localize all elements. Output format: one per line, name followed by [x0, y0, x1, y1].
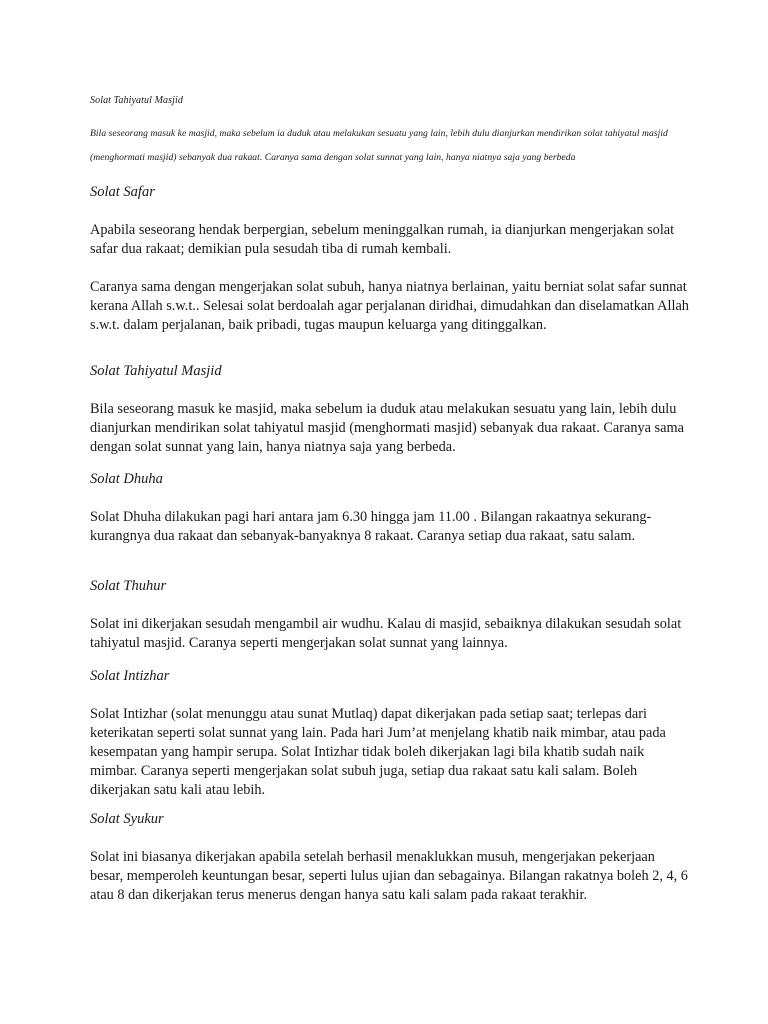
section-dhuha: [90, 470, 690, 546]
intro-line-1: Bila seseorang masuk ke masjid, maka sebelum ia duduk atau melakukan sesuatu yang lain, lebih dulu dianjurkan mendirikan solat tahiyatul masjid: [90, 128, 668, 139]
section-paragraph: Solat Intizhar (solat menunggu atau sunat Mutlaq) dapat dikerjakan pada setiap saat; terlepas dari keterikatan seperti solat sunnat yang lain. Pada hari Jum’at menjelang khatib naik mimbar, atau pada kesempatan yang hampir serupa. Solat Intizhar tidak boleh dikerjakan lagi bila khatib sudah naik mimbar. Caranya seperti mengerjakan solat subuh juga, setiap dua rakaat satu kali salam. Boleh dikerjakan satu kali atau lebih.: [90, 706, 666, 798]
section-paragraph: Bila seseorang masuk ke masjid, maka sebelum ia duduk atau melakukan sesuatu yang lain, lebih dulu dianjurkan mendirikan solat tahiyatul masjid (menghormati masjid) sebanyak dua rakaat. Caranya sama dengan solat sunnat yang lain, hanya niatnya saja yang berbeda.: [90, 401, 684, 455]
section-heading: Solat Thuhur: [90, 578, 167, 594]
section-heading: Solat Intizhar: [90, 668, 170, 684]
intro-title: Solat Tahiyatul Masjid: [90, 95, 183, 106]
section-tahiyatul-masjid: [90, 362, 690, 457]
section-paragraph: Solat ini biasanya dikerjakan apabila setelah berhasil menaklukkan musuh, mengerjakan pekerjaan besar, memperoleh keuntungan besar, seperti lulus ujian dan sebagainya. Bilangan rakatnya boleh 2, 4, 6 atau 8 dan dikerjakan terus menerus dengan hanya satu kali salam pada rakaat terakhir.: [90, 849, 688, 903]
section-heading: Solat Tahiyatul Masjid: [90, 363, 222, 379]
section-heading: Solat Syukur: [90, 811, 164, 827]
section-heading: Solat Safar: [90, 184, 155, 200]
section-heading: Solat Dhuha: [90, 471, 163, 487]
section-intizhar: [90, 667, 690, 800]
section-thuhur: [90, 577, 690, 653]
section-paragraph: Solat ini dikerjakan sesudah mengambil air wudhu. Kalau di masjid, sebaiknya dilakukan sesudah solat tahiyatul masjid. Caranya seperti mengerjakan solat sunnat yang lainnya.: [90, 616, 682, 651]
intro-line-2: (menghormati masjid) sebanyak dua rakaat. Caranya sama dengan solat sunnat yang lain, hanya niatnya saja yang berbeda: [90, 152, 576, 163]
section-paragraph: Solat Dhuha dilakukan pagi hari antara jam 6.30 hingga jam 11.00 . Bilangan rakaatnya sekurang-kurangnya dua rakaat dan sebanyak-banyaknya 8 rakaat. Caranya setiap dua rakaat, satu salam.: [90, 509, 652, 544]
section-paragraph: Apabila seseorang hendak berpergian, sebelum meninggalkan rumah, ia dianjurkan mengerjakan solat safar dua rakaat; demikian pula sesudah tiba di rumah kembali.: [90, 222, 675, 257]
section-syukur: [90, 810, 690, 905]
section-paragraph: Caranya sama dengan mengerjakan solat subuh, hanya niatnya berlainan, yaitu berniat solat safar sunnat kerana Allah s.w.t.. Selesai solat berdoalah agar perjalanan diridhai, dimudahkan dan diselamatkan Allah s.w.t. dalam perjalanan, baik pribadi, tugas maupun keluarga yang ditinggalkan.: [90, 279, 689, 333]
section-safar: [90, 183, 690, 335]
